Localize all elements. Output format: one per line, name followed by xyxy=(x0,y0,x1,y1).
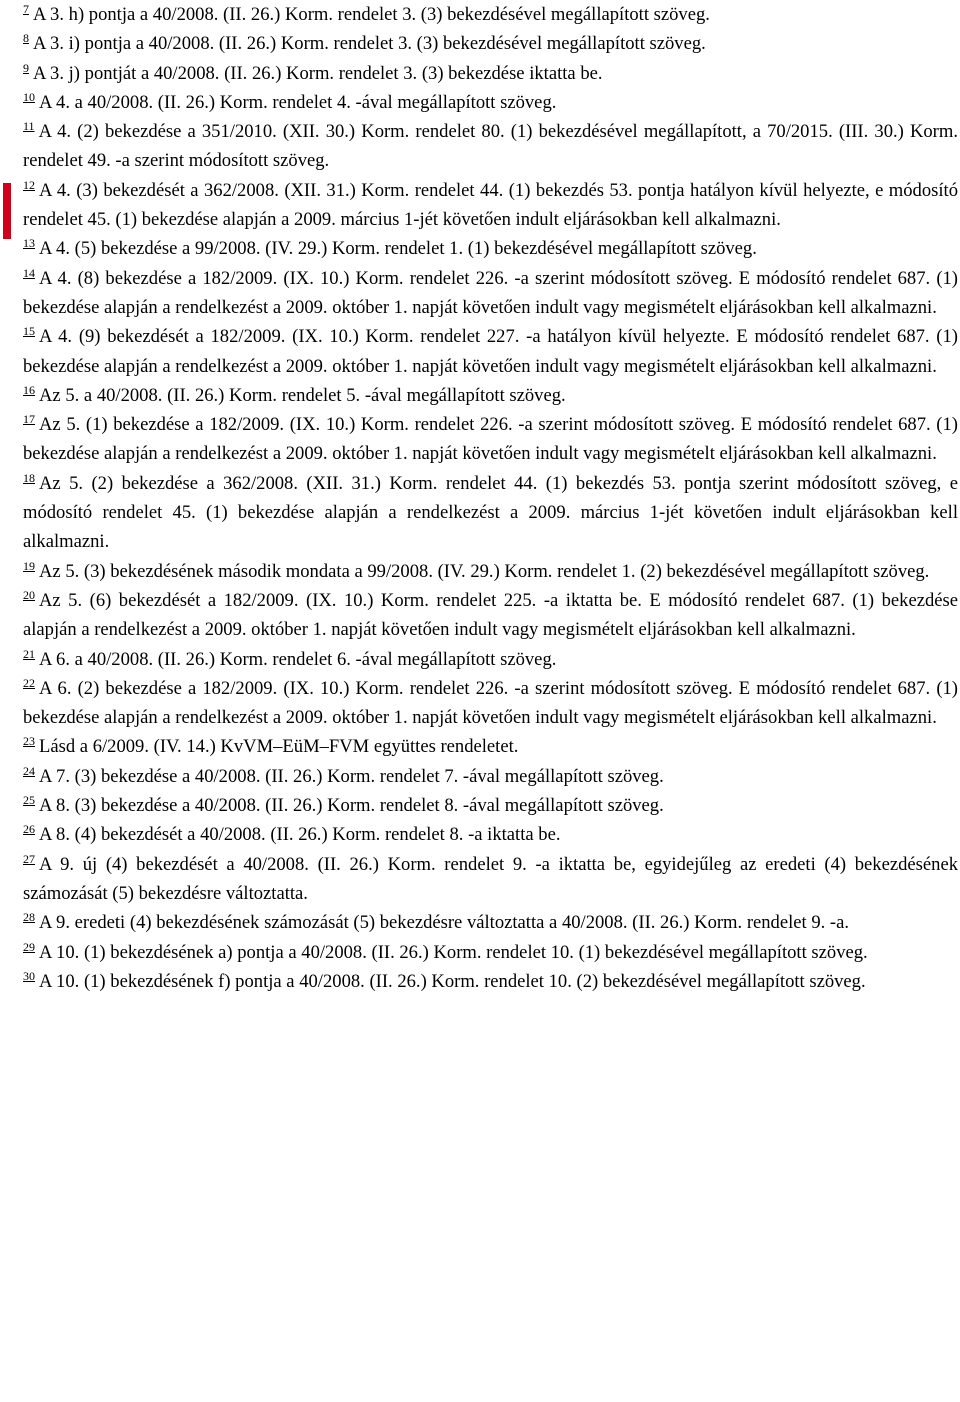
footnote-number-link[interactable]: 13 xyxy=(23,236,35,251)
footnote-text: A 8. (3) bekezdése a 40/2008. (II. 26.) Korm. rendelet 8. -ával megállapított szöveg. xyxy=(39,795,664,817)
footnote-text: A 4. (8) bekezdése a 182/2009. (IX. 10.) Korm. rendelet 226. -a szerint módosított szöveg. E módosító rendelet 687. (1) bekezdése alapján a rendelkezést a 2009. október 1. napját követően indult vagy megismételt eljárásokban kell alkalmazni. xyxy=(23,267,958,318)
footnote xyxy=(23,381,958,410)
footnote xyxy=(23,117,958,176)
footnote xyxy=(23,469,958,557)
footnote-text: Az 5. (2) bekezdése a 362/2008. (XII. 31.) Korm. rendelet 44. (1) bekezdés 53. pontja szerint módosított szöveg, e módosító rendelet 45. (1) bekezdése alapján a rendelkezést a 2009. március 1-jét követően indult eljárásokban kell alkalmazni. xyxy=(23,472,958,553)
footnote xyxy=(23,322,958,381)
footnote xyxy=(23,557,958,586)
footnote-text: A 10. (1) bekezdésének a) pontja a 40/2008. (II. 26.) Korm. rendelet 10. (1) bekezdésével megállapított szöveg. xyxy=(39,941,868,963)
footnote-number-link[interactable]: 28 xyxy=(23,910,35,925)
footnote-text: A 4. (5) bekezdése a 99/2008. (IV. 29.) Korm. rendelet 1. (1) bekezdésével megállapított szöveg. xyxy=(39,238,757,260)
footnote-number-link[interactable]: 21 xyxy=(23,646,35,661)
footnote xyxy=(23,59,958,88)
footnote xyxy=(23,176,958,235)
footnote-text: A 4. a 40/2008. (II. 26.) Korm. rendelet 4. -ával megállapított szöveg. xyxy=(39,91,557,113)
footnote xyxy=(23,234,958,263)
footnote-number-link[interactable]: 11 xyxy=(23,119,35,134)
footnote-number-link[interactable]: 14 xyxy=(23,265,35,280)
footnote-text: A 3. i) pontja a 40/2008. (II. 26.) Korm. rendelet 3. (3) bekezdésével megállapított szöveg. xyxy=(33,33,706,55)
footnote-number-link[interactable]: 10 xyxy=(23,89,35,104)
footnote-text: A 7. (3) bekezdése a 40/2008. (II. 26.) Korm. rendelet 7. -ával megállapított szöveg. xyxy=(39,765,664,787)
footnote-number-link[interactable]: 26 xyxy=(23,822,35,837)
footnote-number-link[interactable]: 23 xyxy=(23,734,35,749)
footnote-number-link[interactable]: 7 xyxy=(23,2,29,16)
footnote xyxy=(23,264,958,323)
footnote xyxy=(23,88,958,117)
footnote-text: A 9. eredeti (4) bekezdésének számozását (5) bekezdésre változtatta a 40/2008. (II. 26.) Korm. rendelet 9. -a. xyxy=(39,912,850,934)
footnote-number-link[interactable]: 12 xyxy=(23,177,35,192)
footnote-text: A 6. a 40/2008. (II. 26.) Korm. rendelet 6. -ával megállapított szöveg. xyxy=(39,648,557,670)
footnote-text: A 8. (4) bekezdését a 40/2008. (II. 26.) Korm. rendelet 8. -a iktatta be. xyxy=(39,824,561,846)
footnote-number-link[interactable]: 17 xyxy=(23,412,35,427)
footnote xyxy=(23,820,958,849)
footnote-number-link[interactable]: 16 xyxy=(23,382,35,397)
footnote-number-link[interactable]: 20 xyxy=(23,587,35,602)
footnote-text: Lásd a 6/2009. (IV. 14.) KvVM–EüM–FVM együttes rendeletet. xyxy=(39,736,519,758)
footnote xyxy=(23,674,958,733)
footnote-number-link[interactable]: 8 xyxy=(23,31,29,46)
footnote-text: A 6. (2) bekezdése a 182/2009. (IX. 10.) Korm. rendelet 226. -a szerint módosított szöveg. E módosító rendelet 687. (1) bekezdése alapján a rendelkezést a 2009. október 1. napját követően indult vagy megismételt eljárásokban kell alkalmazni. xyxy=(23,677,958,729)
footnote-number-link[interactable]: 9 xyxy=(23,60,29,75)
footnote-number-link[interactable]: 19 xyxy=(23,558,35,573)
footnote-number-link[interactable]: 15 xyxy=(23,324,35,339)
footnotes-list xyxy=(23,0,958,996)
footnote-text: Az 5. a 40/2008. (II. 26.) Korm. rendelet 5. -ával megállapított szöveg. xyxy=(39,384,566,406)
footnote-number-link[interactable]: 25 xyxy=(23,793,35,808)
footnote-number-link[interactable]: 18 xyxy=(23,470,35,485)
footnote xyxy=(23,410,958,469)
footnote-number-link[interactable]: 24 xyxy=(23,763,35,778)
footnote-number-link[interactable]: 22 xyxy=(23,675,35,690)
footnote-number-link[interactable]: 29 xyxy=(23,939,35,954)
footnote-number-link[interactable]: 27 xyxy=(23,851,35,866)
footnote xyxy=(23,645,958,674)
footnote-text: A 4. (9) bekezdését a 182/2009. (IX. 10.) Korm. rendelet 227. -a hatályon kívül helyezte. E módosító rendelet 687. (1) bekezdése alapján a rendelkezést a 2009. október 1. napját követően indult vagy megismételt eljárásokban kell alkalmazni. xyxy=(23,326,958,377)
footnote-text: Az 5. (6) bekezdését a 182/2009. (IX. 10.) Korm. rendelet 225. -a iktatta be. E módosító rendelet 687. (1) bekezdése alapján a rendelkezést a 2009. október 1. napját követően indult vagy megismételt eljárásokban kell alkalmazni. xyxy=(23,589,958,641)
footnote-text: Az 5. (1) bekezdése a 182/2009. (IX. 10.) Korm. rendelet 226. -a szerint módosított szöveg. E módosító rendelet 687. (1) bekezdése alapján a rendelkezést a 2009. október 1. napját követően indult vagy megismételt eljárásokban kell alkalmazni. xyxy=(23,414,958,465)
footnote xyxy=(23,29,958,58)
footnote xyxy=(23,732,958,761)
footnote xyxy=(23,938,958,967)
footnote-text: Az 5. (3) bekezdésének második mondata a 99/2008. (IV. 29.) Korm. rendelet 1. (2) bekezdésével megállapított szöveg. xyxy=(39,560,930,582)
footnote xyxy=(23,762,958,791)
footnote-number-link[interactable]: 30 xyxy=(23,968,35,983)
footnote xyxy=(23,586,958,645)
footnote-text: A 10. (1) bekezdésének f) pontja a 40/2008. (II. 26.) Korm. rendelet 10. (2) bekezdésével megállapított szöveg. xyxy=(39,970,866,992)
footnote-text: A 9. új (4) bekezdését a 40/2008. (II. 26.) Korm. rendelet 9. -a iktatta be, egyidejűleg az eredeti (4) bekezdésének számozását (5) bekezdésre változtatta. xyxy=(23,853,958,904)
footnote xyxy=(23,967,958,996)
footnote xyxy=(23,850,958,909)
change-marker-bar xyxy=(3,183,11,239)
footnote xyxy=(23,0,958,29)
footnote-text: A 4. (2) bekezdése a 351/2010. (XII. 30.) Korm. rendelet 80. (1) bekezdésével megállapított, a 70/2015. (III. 30.) Korm. rendelet 49. -a szerint módosított szöveg. xyxy=(23,121,958,172)
footnote-text: A 4. (3) bekezdését a 362/2008. (XII. 31.) Korm. rendelet 44. (1) bekezdés 53. pontja hatályon kívül helyezte, e módosító rendelet 45. (1) bekezdése alapján a 2009. március 1-jét követően indult eljárásokban kell alkalmazni. xyxy=(23,179,958,231)
footnote-text: A 3. j) pontját a 40/2008. (II. 26.) Korm. rendelet 3. (3) bekezdése iktatta be. xyxy=(33,62,603,84)
footnote-text: A 3. h) pontja a 40/2008. (II. 26.) Korm. rendelet 3. (3) bekezdésével megállapított szöveg. xyxy=(33,4,710,25)
footnote xyxy=(23,908,958,937)
footnote xyxy=(23,791,958,820)
